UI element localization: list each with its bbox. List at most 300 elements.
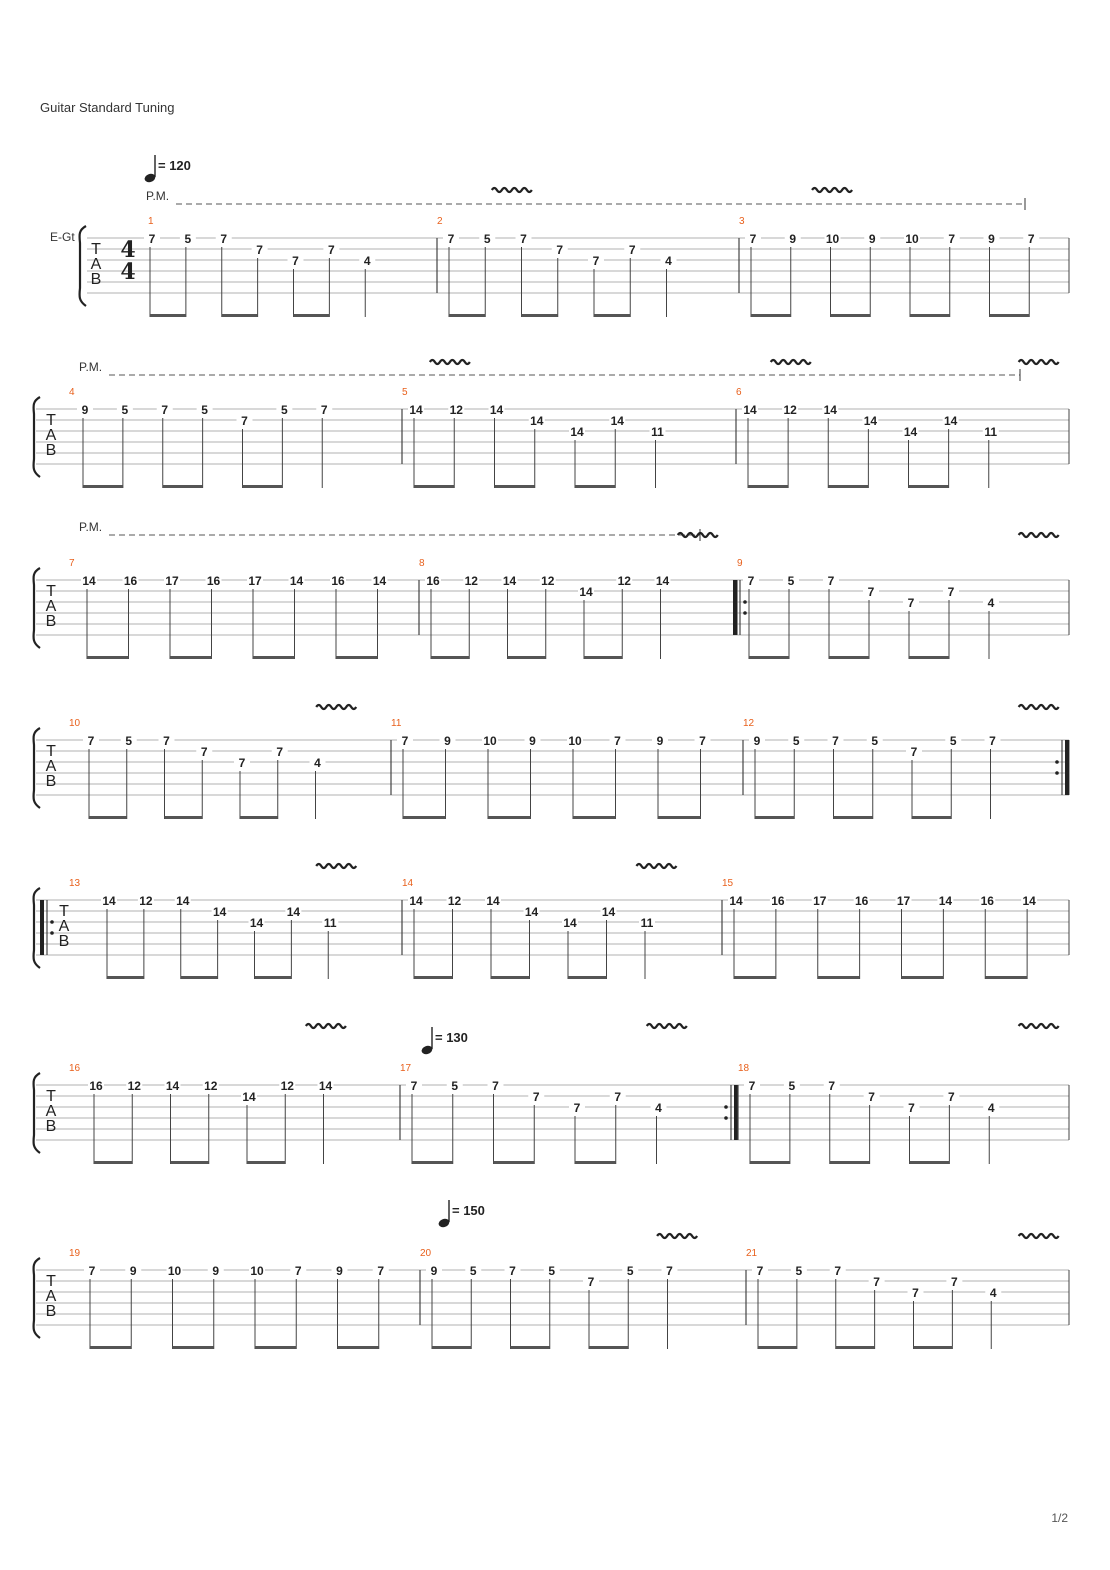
fret-number: 9 xyxy=(753,734,761,748)
fret-number: 7 xyxy=(873,1275,880,1289)
tab-clef-letter: T xyxy=(46,583,56,600)
bar-number: 16 xyxy=(69,1063,81,1074)
tempo-value: = 120 xyxy=(158,158,191,173)
tab-clef-letter: T xyxy=(91,241,101,258)
fret-number: 14 xyxy=(289,574,304,588)
fret-number: 14 xyxy=(502,574,517,588)
fret-number: 7 xyxy=(556,243,564,257)
fret-number: 7 xyxy=(832,734,839,748)
fret-number: 9 xyxy=(212,1264,220,1278)
time-signature-bottom: 4 xyxy=(120,259,136,285)
fret-number: 7 xyxy=(532,1090,540,1104)
fret-number: 9 xyxy=(81,403,89,417)
beam xyxy=(87,656,129,659)
beam xyxy=(494,1161,535,1164)
fret-number: 7 xyxy=(241,414,248,428)
fret-number: 7 xyxy=(834,1264,842,1278)
tab-clef-letter: A xyxy=(45,1288,57,1305)
beam xyxy=(910,1161,950,1164)
bar-number: 18 xyxy=(738,1063,750,1074)
time-signature-top: 4 xyxy=(120,237,136,263)
fret-number: 5 xyxy=(949,734,957,748)
bar-number: 21 xyxy=(746,1248,758,1259)
fret-number: 12 xyxy=(280,1079,294,1093)
bar-number: 1 xyxy=(148,216,154,227)
fret-number: 16 xyxy=(331,574,345,588)
fret-number: 7 xyxy=(401,734,409,748)
fret-number: 14 xyxy=(729,894,743,908)
fret-number: 14 xyxy=(601,905,616,919)
tab-clef-letter: B xyxy=(58,933,70,950)
fret-number: 14 xyxy=(570,425,584,439)
beam xyxy=(658,816,701,819)
beam xyxy=(508,656,546,659)
fret-number: 16 xyxy=(89,1079,103,1093)
fret-number: 16 xyxy=(980,894,994,908)
fret-number: 7 xyxy=(947,585,955,599)
fret-number: 12 xyxy=(204,1079,218,1093)
tab-clef-letter: A xyxy=(45,1103,57,1120)
vibrato-mark xyxy=(1019,360,1059,364)
fret-number: 9 xyxy=(529,734,536,748)
fret-number: 14 xyxy=(1022,894,1036,908)
bar-number: 2 xyxy=(437,216,443,227)
bar-number: 12 xyxy=(743,718,755,729)
beam xyxy=(834,816,873,819)
tab-clef-letter: B xyxy=(45,613,57,630)
beam xyxy=(594,314,630,317)
bar-number: 3 xyxy=(739,216,745,227)
fret-number: 10 xyxy=(568,734,582,748)
fret-number: 4 xyxy=(363,254,371,268)
beam xyxy=(836,1346,875,1349)
beam xyxy=(414,976,453,979)
beam xyxy=(449,314,485,317)
fret-number: 7 xyxy=(948,232,956,246)
fret-number: 7 xyxy=(587,1275,595,1289)
fret-number: 4 xyxy=(655,1101,662,1115)
beam xyxy=(247,1161,285,1164)
bar-number: 5 xyxy=(402,387,408,398)
beam xyxy=(758,1346,797,1349)
fret-number: 12 xyxy=(447,894,462,908)
fret-number: 7 xyxy=(827,574,835,588)
fret-number: 14 xyxy=(242,1090,256,1104)
palm-mute-label: P.M. xyxy=(79,360,103,374)
beam xyxy=(222,314,258,317)
vibrato-mark xyxy=(678,533,718,537)
beam xyxy=(173,1346,214,1349)
beam xyxy=(243,485,283,488)
fret-number: 12 xyxy=(127,1079,141,1093)
fret-number: 5 xyxy=(795,1264,803,1278)
beam xyxy=(522,314,558,317)
fret-number: 7 xyxy=(88,1264,96,1278)
bar-number: 14 xyxy=(402,878,414,889)
fret-number: 7 xyxy=(509,1264,516,1278)
palm-mute-label: P.M. xyxy=(146,189,170,203)
repeat-dot xyxy=(50,920,54,924)
beam xyxy=(163,485,203,488)
beam xyxy=(573,816,616,819)
fret-number: 11 xyxy=(640,916,654,930)
fret-number: 7 xyxy=(292,254,299,268)
fret-number: 14 xyxy=(579,585,593,599)
fret-number: 12 xyxy=(617,574,631,588)
fret-number: 7 xyxy=(749,232,757,246)
fret-number: 5 xyxy=(787,574,795,588)
beam xyxy=(336,656,378,659)
vibrato-mark xyxy=(812,188,852,192)
fret-number: 7 xyxy=(520,232,527,246)
fret-number: 9 xyxy=(656,734,664,748)
beam xyxy=(83,485,123,488)
beam xyxy=(575,1161,616,1164)
beam xyxy=(107,976,144,979)
fret-number: 7 xyxy=(747,574,755,588)
fret-number: 14 xyxy=(530,414,544,428)
vibrato-mark xyxy=(306,1024,346,1028)
tuning-label: Guitar Standard Tuning xyxy=(40,100,175,115)
fret-number: 5 xyxy=(469,1264,477,1278)
fret-number: 9 xyxy=(444,734,451,748)
bar-number: 11 xyxy=(391,718,402,729)
vibrato-mark xyxy=(1019,1024,1059,1028)
tab-clef-letter: T xyxy=(46,1088,56,1105)
beam xyxy=(403,816,446,819)
tab-clef-letter: B xyxy=(45,442,57,459)
fret-number: 7 xyxy=(948,1090,955,1104)
bar-number: 17 xyxy=(400,1063,412,1074)
fret-number: 14 xyxy=(486,894,500,908)
fret-number: 5 xyxy=(201,403,208,417)
beam xyxy=(255,976,292,979)
fret-number: 7 xyxy=(377,1264,385,1278)
fret-number: 11 xyxy=(323,916,337,930)
beam xyxy=(575,485,615,488)
fret-number: 14 xyxy=(823,403,837,417)
fret-number: 4 xyxy=(314,756,321,770)
fret-number: 4 xyxy=(987,1101,995,1115)
bar-number: 7 xyxy=(69,558,75,569)
tab-clef-letter: B xyxy=(45,1303,57,1320)
beam xyxy=(828,485,868,488)
fret-number: 4 xyxy=(665,254,672,268)
fret-number: 7 xyxy=(294,1264,302,1278)
fret-number: 7 xyxy=(328,243,335,257)
system-brace xyxy=(80,226,86,306)
fret-number: 7 xyxy=(163,734,170,748)
fret-number: 7 xyxy=(910,745,918,759)
beam xyxy=(831,314,871,317)
fret-number: 12 xyxy=(783,403,797,417)
fret-number: 17 xyxy=(248,574,262,588)
fret-number: 10 xyxy=(250,1264,264,1278)
beam xyxy=(589,1346,628,1349)
beam xyxy=(910,314,950,317)
fret-number: 11 xyxy=(984,425,998,439)
beam xyxy=(89,816,127,819)
beam xyxy=(165,816,203,819)
fret-number: 9 xyxy=(789,232,797,246)
repeat-dot xyxy=(50,931,54,935)
fret-number: 7 xyxy=(908,1101,915,1115)
beam xyxy=(584,656,622,659)
fret-number: 9 xyxy=(336,1264,343,1278)
fret-number: 7 xyxy=(951,1275,958,1289)
fret-number: 12 xyxy=(541,574,555,588)
fret-number: 7 xyxy=(592,254,600,268)
fret-number: 14 xyxy=(165,1079,180,1093)
tab-clef-letter: B xyxy=(45,1118,57,1135)
fret-number: 7 xyxy=(87,734,95,748)
fret-number: 7 xyxy=(256,243,263,257)
fret-number: 16 xyxy=(206,574,221,588)
fret-number: 10 xyxy=(483,734,497,748)
fret-number: 16 xyxy=(854,894,869,908)
fret-number: 5 xyxy=(788,1079,796,1093)
fret-number: 7 xyxy=(320,403,328,417)
fret-number: 7 xyxy=(748,1079,756,1093)
beam xyxy=(990,314,1030,317)
beam xyxy=(170,656,212,659)
fret-number: 10 xyxy=(167,1264,182,1278)
fret-number: 14 xyxy=(938,894,953,908)
bar-number: 4 xyxy=(69,387,75,398)
fret-number: 5 xyxy=(281,403,288,417)
beam xyxy=(914,1346,953,1349)
beam xyxy=(181,976,218,979)
fret-number: 12 xyxy=(449,403,463,417)
fret-number: 14 xyxy=(372,574,387,588)
tab-clef-letter: T xyxy=(46,412,56,429)
repeat-end-thick-bar xyxy=(1065,740,1069,795)
tab-clef-letter: B xyxy=(90,271,102,288)
fret-number: 5 xyxy=(125,734,133,748)
bar-number: 6 xyxy=(736,387,742,398)
fret-number: 10 xyxy=(905,232,919,246)
fret-number: 9 xyxy=(430,1264,438,1278)
bar-number: 15 xyxy=(722,878,734,889)
fret-number: 14 xyxy=(82,574,96,588)
fret-number: 7 xyxy=(220,232,228,246)
beam xyxy=(734,976,776,979)
beam xyxy=(491,976,530,979)
vibrato-mark xyxy=(636,864,676,868)
beam xyxy=(150,314,186,317)
beam xyxy=(171,1161,209,1164)
bar-number: 8 xyxy=(419,558,425,569)
fret-number: 7 xyxy=(492,1079,499,1093)
beam xyxy=(414,485,454,488)
fret-number: 16 xyxy=(123,574,138,588)
fret-number: 14 xyxy=(610,414,624,428)
beam xyxy=(255,1346,296,1349)
tab-clef-letter: T xyxy=(46,743,56,760)
tab-clef-letter: A xyxy=(45,427,57,444)
instrument-label: E-Gt xyxy=(50,230,75,244)
beam xyxy=(431,656,469,659)
fret-number: 7 xyxy=(828,1079,836,1093)
fret-number: 7 xyxy=(867,585,875,599)
fret-number: 14 xyxy=(524,905,539,919)
beam xyxy=(568,976,607,979)
fret-number: 7 xyxy=(756,1264,764,1278)
fret-number: 14 xyxy=(563,916,577,930)
beam xyxy=(253,656,295,659)
beam xyxy=(488,816,531,819)
bar-number: 13 xyxy=(69,878,81,889)
fret-number: 5 xyxy=(483,232,491,246)
tab-clef-letter: A xyxy=(45,598,57,615)
beam xyxy=(748,485,788,488)
fret-number: 7 xyxy=(868,1090,875,1104)
vibrato-mark xyxy=(657,1234,697,1238)
beam xyxy=(294,314,330,317)
repeat-start-thick-bar xyxy=(733,580,737,635)
fret-number: 14 xyxy=(943,414,958,428)
repeat-dot xyxy=(1055,760,1059,764)
beam xyxy=(830,1161,870,1164)
vibrato-mark xyxy=(1019,705,1059,709)
palm-mute-label: P.M. xyxy=(79,520,103,534)
tab-clef-letter: T xyxy=(46,1273,56,1290)
beam xyxy=(829,656,869,659)
tab-clef-letter: B xyxy=(45,773,57,790)
fret-number: 17 xyxy=(165,574,179,588)
bar-number: 9 xyxy=(737,558,743,569)
beam xyxy=(818,976,860,979)
fret-number: 14 xyxy=(903,425,918,439)
fret-number: 16 xyxy=(426,574,440,588)
beam xyxy=(902,976,944,979)
beam xyxy=(985,976,1027,979)
beam xyxy=(90,1346,131,1349)
beam xyxy=(338,1346,379,1349)
fret-number: 14 xyxy=(176,894,190,908)
fret-number: 4 xyxy=(989,1286,997,1300)
fret-number: 10 xyxy=(825,232,840,246)
fret-number: 7 xyxy=(614,1090,622,1104)
repeat-start-thick-bar xyxy=(40,900,44,955)
repeat-dot xyxy=(1055,771,1059,775)
beam xyxy=(751,314,791,317)
page-number: 1/2 xyxy=(1051,1511,1068,1525)
fret-number: 5 xyxy=(548,1264,556,1278)
vibrato-mark xyxy=(647,1024,687,1028)
repeat-dot xyxy=(724,1105,728,1109)
fret-number: 14 xyxy=(743,403,757,417)
bar-number: 19 xyxy=(69,1248,81,1259)
fret-number: 5 xyxy=(871,734,879,748)
fret-number: 14 xyxy=(863,414,878,428)
fret-number: 7 xyxy=(912,1286,919,1300)
fret-number: 14 xyxy=(409,894,423,908)
fret-number: 5 xyxy=(451,1079,459,1093)
fret-number: 7 xyxy=(276,745,284,759)
fret-number: 7 xyxy=(410,1079,418,1093)
repeat-dot xyxy=(743,611,747,615)
fret-number: 14 xyxy=(655,574,670,588)
fret-number: 12 xyxy=(464,574,478,588)
fret-number: 7 xyxy=(1027,232,1035,246)
beam xyxy=(495,485,535,488)
fret-number: 9 xyxy=(868,232,876,246)
fret-number: 7 xyxy=(161,403,169,417)
vibrato-mark xyxy=(316,864,356,868)
beam xyxy=(94,1161,132,1164)
fret-number: 7 xyxy=(666,1264,673,1278)
bar-number: 10 xyxy=(69,718,81,729)
vibrato-mark xyxy=(1019,533,1059,537)
fret-number: 5 xyxy=(792,734,800,748)
fret-number: 16 xyxy=(771,894,785,908)
fret-number: 7 xyxy=(573,1101,581,1115)
fret-number: 12 xyxy=(139,894,153,908)
fret-number: 14 xyxy=(318,1079,333,1093)
fret-number: 7 xyxy=(628,243,636,257)
fret-number: 7 xyxy=(238,756,246,770)
tab-clef-letter: A xyxy=(58,918,70,935)
fret-number: 7 xyxy=(148,232,156,246)
tempo-value: = 150 xyxy=(452,1203,485,1218)
fret-number: 17 xyxy=(813,894,827,908)
fret-number: 14 xyxy=(249,916,264,930)
fret-number: 7 xyxy=(200,745,208,759)
beam xyxy=(750,1161,790,1164)
fret-number: 7 xyxy=(447,232,455,246)
fret-number: 7 xyxy=(614,734,621,748)
beam xyxy=(432,1346,471,1349)
fret-number: 11 xyxy=(651,425,664,439)
beam xyxy=(749,656,789,659)
beam xyxy=(240,816,278,819)
fret-number: 14 xyxy=(286,905,301,919)
fret-number: 5 xyxy=(184,232,192,246)
fret-number: 9 xyxy=(129,1264,137,1278)
beam xyxy=(909,485,949,488)
fret-number: 7 xyxy=(989,734,996,748)
fret-number: 9 xyxy=(988,232,995,246)
fret-number: 14 xyxy=(212,905,227,919)
vibrato-mark xyxy=(430,360,470,364)
fret-number: 5 xyxy=(626,1264,634,1278)
vibrato-mark xyxy=(316,705,356,709)
tab-clef-letter: A xyxy=(45,758,57,775)
fret-number: 4 xyxy=(987,596,995,610)
repeat-dot xyxy=(743,600,747,604)
beam xyxy=(912,816,951,819)
fret-number: 14 xyxy=(489,403,504,417)
tab-clef-letter: T xyxy=(59,903,69,920)
bar-number: 20 xyxy=(420,1248,432,1259)
fret-number: 7 xyxy=(907,596,915,610)
vibrato-mark xyxy=(1019,1234,1059,1238)
fret-number: 5 xyxy=(121,403,129,417)
beam xyxy=(909,656,949,659)
repeat-dot xyxy=(724,1116,728,1120)
tempo-value: = 130 xyxy=(435,1030,468,1045)
tab-clef-letter: A xyxy=(90,256,102,273)
vibrato-mark xyxy=(492,188,532,192)
fret-number: 14 xyxy=(102,894,116,908)
beam xyxy=(755,816,794,819)
beam xyxy=(412,1161,453,1164)
fret-number: 14 xyxy=(409,403,423,417)
fret-number: 7 xyxy=(699,734,706,748)
vibrato-mark xyxy=(771,360,811,364)
beam xyxy=(511,1346,550,1349)
